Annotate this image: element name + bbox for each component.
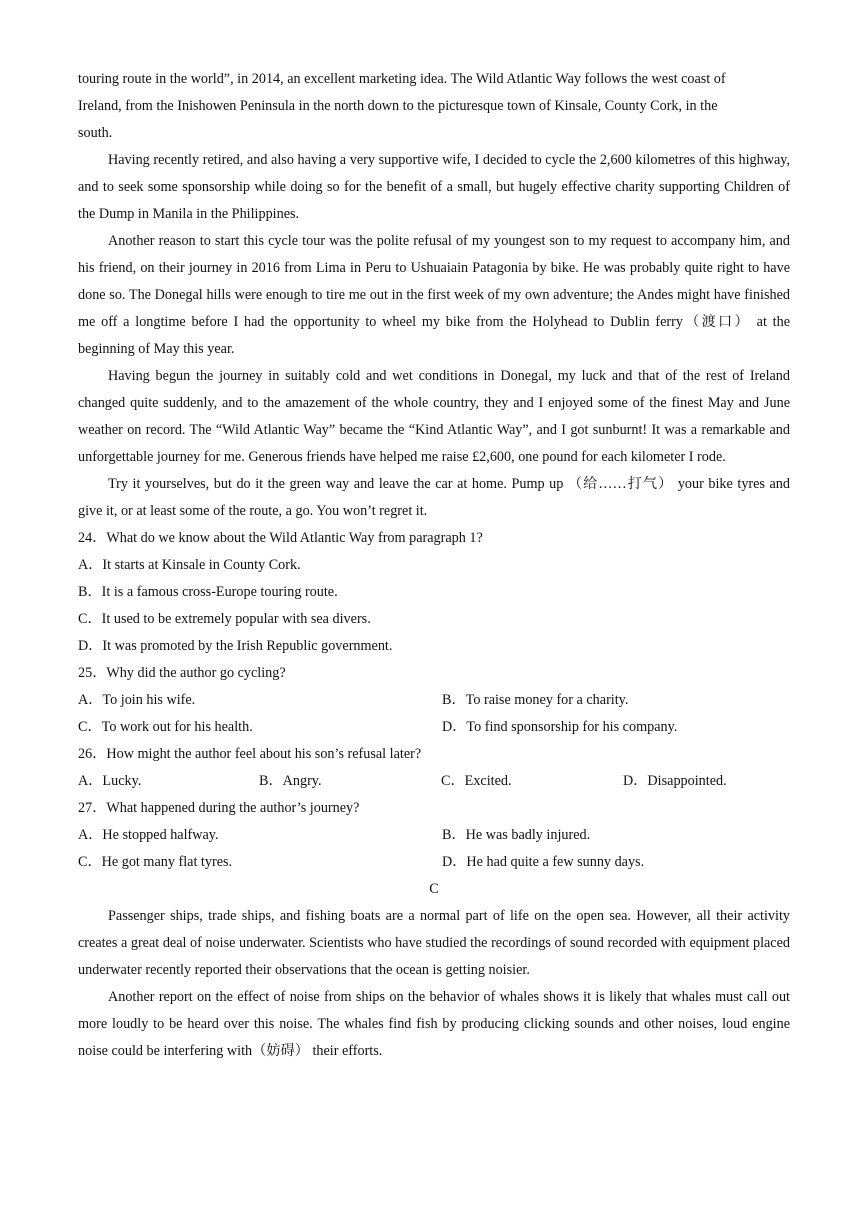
option-c: C．It used to be extremely popular with sea divers.: [78, 611, 371, 627]
question-24: [78, 525, 790, 660]
option-c: C．Excited.: [441, 773, 512, 789]
passage-b-paragraph-4: Having begun the journey in suitably cold and wet conditions in Donegal, my luck and that of the rest of Ireland changed quite suddenly, and to the amazement of the whole country, they and I enjoyed some of the finest May and June weather on record. The “Wild Atlantic Way” became the “Kind Atlantic Way”, and I got sunburnt! It was a remarkable and unforgettable journey for me. Generous friends have helped me raise £2,600, one pound for each kilometer I rode.: [78, 368, 790, 465]
question-stem: 24．What do we know about the Wild Atlantic Way from paragraph 1?: [78, 530, 483, 546]
passage-b-paragraph-5: Try it yourselves, but do it the green way and leave the car at home. Pump up （给……打气） your bike tyres and give it, or at least some of the route, a go. You won’t regret it.: [78, 476, 790, 519]
text-line: Ireland, from the Inishowen Peninsula in the north down to the picturesque town of Kinsale, County Cork, in the: [78, 98, 718, 114]
option-b: B．He was badly injured.: [442, 827, 591, 843]
option-c: C．He got many flat tyres.: [78, 854, 233, 870]
passage-b-paragraph-2: Having recently retired, and also having a very supportive wife, I decided to cycle the 2,600 kilometres of this highway, and to seek some sponsorship while doing so for the benefit of a small, but hugely effective charity supporting Children of the Dump in Manila in the Philippines.: [78, 152, 790, 222]
question-25: [78, 660, 790, 741]
passage-c-paragraph-1: Passenger ships, trade ships, and fishing boats are a normal part of life on the open sea. However, all their activity creates a great deal of noise underwater. Scientists who have studied the recordings of sound recorded with equipment placed underwater recently reported their observations that the ocean is getting noisier.: [78, 908, 790, 978]
option-d: D．To find sponsorship for his company.: [442, 719, 678, 735]
option-a: A．It starts at Kinsale in County Cork.: [78, 557, 301, 573]
question-26: [78, 741, 790, 795]
options-row: [78, 768, 790, 795]
option-b: B．It is a famous cross-Europe touring route.: [78, 584, 338, 600]
text-line: south.: [78, 125, 113, 141]
option-a: A．To join his wife.: [78, 692, 196, 708]
section-heading-c: C: [429, 881, 439, 897]
option-b: B．To raise money for a charity.: [442, 692, 629, 708]
passage-b-paragraph-3: Another reason to start this cycle tour was the polite refusal of my youngest son to my request to accompany him, and his friend, on their journey in 2016 from Lima in Peru to Ushuaiain Patagonia by bike. He was probably quite right to have done so. The Donegal hills were enough to tire me out in the first week of my own adventure; the Andes might have finished me off a longtime before I had the opportunity to wheel my bike from the Holyhead to Dublin ferry（渡口） at the beginning of May this year.: [78, 233, 790, 357]
options-grid: [78, 687, 790, 741]
text-line: touring route in the world”, in 2014, an excellent marketing idea. The Wild Atlantic Way follows the west coast of: [78, 71, 726, 87]
question-stem: 25．Why did the author go cycling?: [78, 665, 286, 681]
options-grid: [78, 822, 790, 876]
option-d: D．Disappointed.: [623, 773, 727, 789]
question-stem: 27．What happened during the author’s journey?: [78, 800, 360, 816]
option-c: C．To work out for his health.: [78, 719, 253, 735]
passage-b-paragraph-1: [78, 66, 790, 147]
option-a: A．Lucky.: [78, 773, 142, 789]
question-27: [78, 795, 790, 876]
passage-c-paragraph-2: Another report on the effect of noise from ships on the behavior of whales shows it is likely that whales must call out more loudly to be heard over this noise. The whales find fish by producing clicking sounds and other noises, loud engine noise could be interfering with（妨碍） their efforts.: [78, 989, 790, 1059]
question-stem: 26．How might the author feel about his son’s refusal later?: [78, 746, 422, 762]
option-d: D．He had quite a few sunny days.: [442, 854, 645, 870]
option-d: D．It was promoted by the Irish Republic government.: [78, 638, 393, 654]
option-a: A．He stopped halfway.: [78, 827, 219, 843]
option-b: B．Angry.: [259, 773, 322, 789]
document-page: [78, 66, 790, 1065]
